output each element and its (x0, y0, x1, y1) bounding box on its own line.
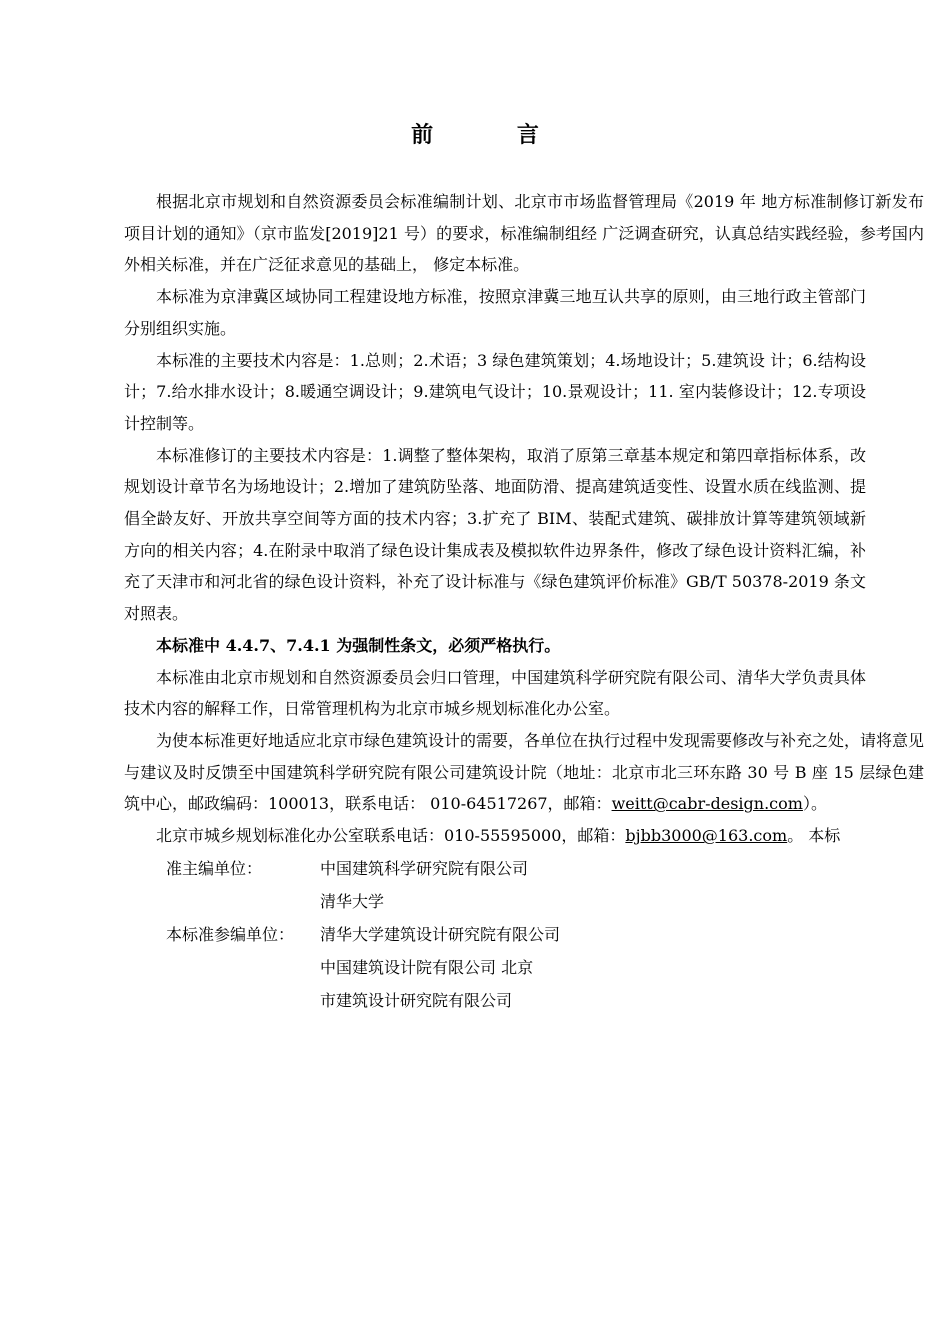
paragraph-main-content: 本标准的主要技术内容是：1.总则；2.术语；3 绿色建筑策划；4.场地设计；5.建筑设 计；6.结构设计；7.给水排水设计；8.暖通空调设计；9.建筑电气设计；10.景观设计；11. 室内装修设计；12.专项设计控制等。 (124, 350, 866, 433)
preface-body (124, 186, 924, 1017)
feedback-text: 为使本标准更好地适应北京市绿色建筑设计的需要，各单位在执行过程中发现需要修改与补充之处，请将意见与建议及时反馈至中国建筑科学研究院有限公司建筑设计院（地址：北京市北三环东路 30 号 B 座 15 层绿色建筑中心，邮政编码：100013，联系电话： 010-64517267，邮箱： (124, 730, 925, 814)
paragraph-regional: 本标准为京津冀区域协同工程建设地方标准，按照京津冀三地互认共享的原则，由三地行政主管部门分别组织实施。 (124, 287, 866, 338)
paragraph-revision-content: 本标准修订的主要技术内容是：1.调整了整体架构，取消了原第三章基本规定和第四章指标体系，改规划设计章节名为场地设计；2.增加了建筑防坠落、地面防滑、提高建筑适变性、设置水质在线监测、提倡全龄友好、开放共享空间等方面的技术内容；3.扩充了 BIM、装配式建筑、碳排放计算等建筑领域新方向的相关内容；4.在附录中取消了绿色设计集成表及模拟软件边界条件，修改了绿色设计资料汇编，补充了天津市和河北省的绿色设计资料，补充了设计标准与《绿色建筑评价标准》GB/T 50378-2019 条文对照表。 (124, 445, 866, 624)
office-email-link[interactable]: bjbb3000@163.com (625, 826, 788, 846)
paragraph-feedback (124, 725, 924, 820)
participating-editor-label: 本标准参编单位： (166, 924, 295, 944)
participating-unit-2: 中国建筑设计院有限公司 北京 (320, 957, 534, 977)
chief-editor-label: 准主编单位： (166, 858, 263, 878)
chief-editor-unit-2: 清华大学 (320, 891, 385, 911)
feedback-end: ）。 (802, 794, 827, 814)
editor-units (124, 852, 924, 1017)
page-title: 前 言 (411, 122, 577, 148)
paragraph-management: 本标准由北京市规划和自然资源委员会归口管理，中国建筑科学研究院有限公司、清华大学负责具体技术内容的解释工作，日常管理机构为北京市城乡规划标准化办公室。 (124, 667, 866, 719)
chief-editor-row-2 (166, 885, 924, 918)
paragraph-office-contact (124, 820, 924, 852)
paragraph-mandatory-clauses: 本标准中 4.4.7、7.4.1 为强制性条文，必须严格执行。 (156, 635, 561, 655)
chief-editor-row (166, 852, 924, 885)
paragraph-basis: 根据北京市规划和自然资源委员会标准编制计划、北京市市场监督管理局《2019 年 地方标准制修订新发布项目计划的通知》（京市监发[2019]21 号）的要求，标准编制组经 广泛调查研究，认真总结实践经验，参考国内外相关标准，并在广泛征求意见的基础上， 修定本标准。 (124, 192, 924, 275)
participating-editor-row (166, 918, 924, 951)
chief-editor-unit-1: 中国建筑科学研究院有限公司 (320, 858, 529, 878)
participating-unit-1: 清华大学建筑设计研究院有限公司 (320, 924, 561, 944)
feedback-email-link[interactable]: weitt@cabr-design.com (611, 794, 803, 814)
participating-unit-3: 市建筑设计研究院有限公司 (320, 990, 513, 1010)
office-contact-text: 北京市城乡规划标准化办公室联系电话：010-55595000，邮箱： (156, 826, 626, 846)
participating-editor-row-2 (166, 951, 924, 984)
participating-editor-row-3 (166, 984, 924, 1017)
office-contact-end: 。 本标 (787, 826, 841, 846)
